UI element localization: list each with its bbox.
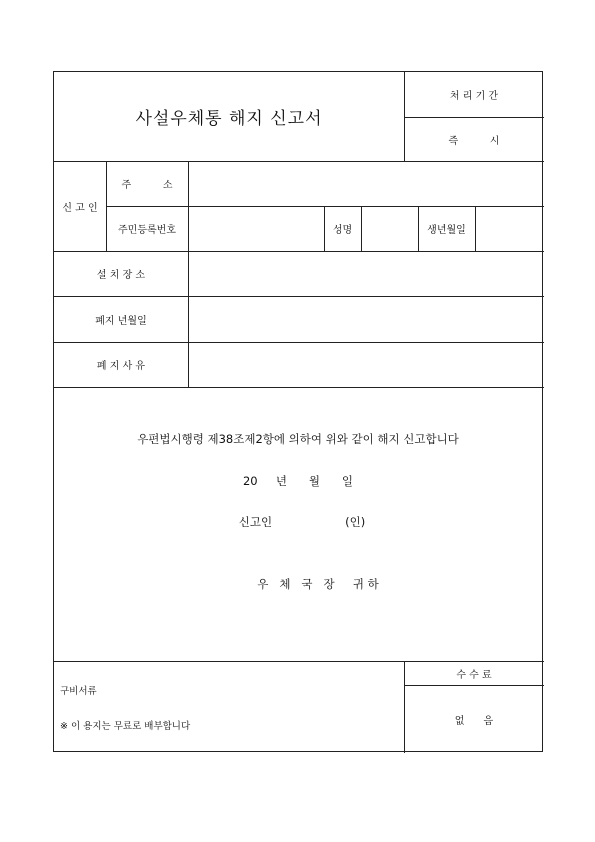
form-title: 사설우체통 해지 신고서 bbox=[135, 109, 323, 129]
applicant-label: 신 고 인 bbox=[62, 202, 98, 214]
install-location-field[interactable] bbox=[188, 251, 544, 296]
divider bbox=[106, 206, 544, 207]
fee-label: 수 수 료 bbox=[456, 669, 492, 681]
divider bbox=[54, 387, 544, 388]
divider bbox=[404, 72, 405, 161]
divider bbox=[404, 685, 544, 686]
divider bbox=[54, 251, 544, 252]
divider bbox=[324, 206, 325, 251]
address-label: 주 소 bbox=[121, 180, 173, 191]
birthdate-field[interactable] bbox=[475, 206, 544, 251]
divider bbox=[106, 161, 107, 251]
processing-period-label: 처 리 기 간 bbox=[449, 91, 499, 102]
divider bbox=[54, 296, 544, 297]
divider bbox=[404, 117, 544, 118]
divider bbox=[418, 206, 419, 251]
divider bbox=[54, 661, 544, 662]
closure-report-form bbox=[53, 71, 543, 752]
divider bbox=[475, 206, 476, 251]
declaration-statement: 우편법시행령 제38조제2항에 의하여 위와 같이 해지 신고합니다 bbox=[137, 432, 459, 446]
declaration-date: 20 년 월 일 bbox=[242, 474, 354, 488]
name-label: 성명 bbox=[332, 225, 353, 236]
fee-value: 없 음 bbox=[454, 715, 494, 727]
install-location-label: 설 치 장 소 bbox=[96, 270, 146, 281]
closure-date-field[interactable] bbox=[188, 296, 544, 342]
closure-reason-field[interactable] bbox=[188, 342, 544, 387]
documents-label: 구비서류 bbox=[60, 686, 97, 697]
divider bbox=[54, 342, 544, 343]
distribution-note: ※ 이 용지는 무료로 배부합니다 bbox=[60, 721, 191, 732]
resident-number-label: 주민등록번호 bbox=[118, 225, 176, 236]
closure-date-label: 폐지 년월일 bbox=[95, 315, 147, 327]
name-field[interactable] bbox=[361, 206, 418, 251]
divider bbox=[54, 161, 544, 162]
divider bbox=[404, 661, 405, 753]
closure-reason-label: 폐 지 사 유 bbox=[96, 361, 146, 372]
address-field[interactable] bbox=[188, 161, 544, 206]
declaration-addressee: 우 체 국 장 귀 하 bbox=[257, 577, 379, 591]
resident-number-field[interactable] bbox=[188, 206, 324, 251]
divider bbox=[361, 206, 362, 251]
processing-period-value: 즉 시 bbox=[448, 135, 500, 147]
birthdate-label: 생년월일 bbox=[427, 225, 466, 236]
declaration-applicant: 신고인 (인) bbox=[238, 515, 366, 529]
divider bbox=[188, 161, 189, 387]
